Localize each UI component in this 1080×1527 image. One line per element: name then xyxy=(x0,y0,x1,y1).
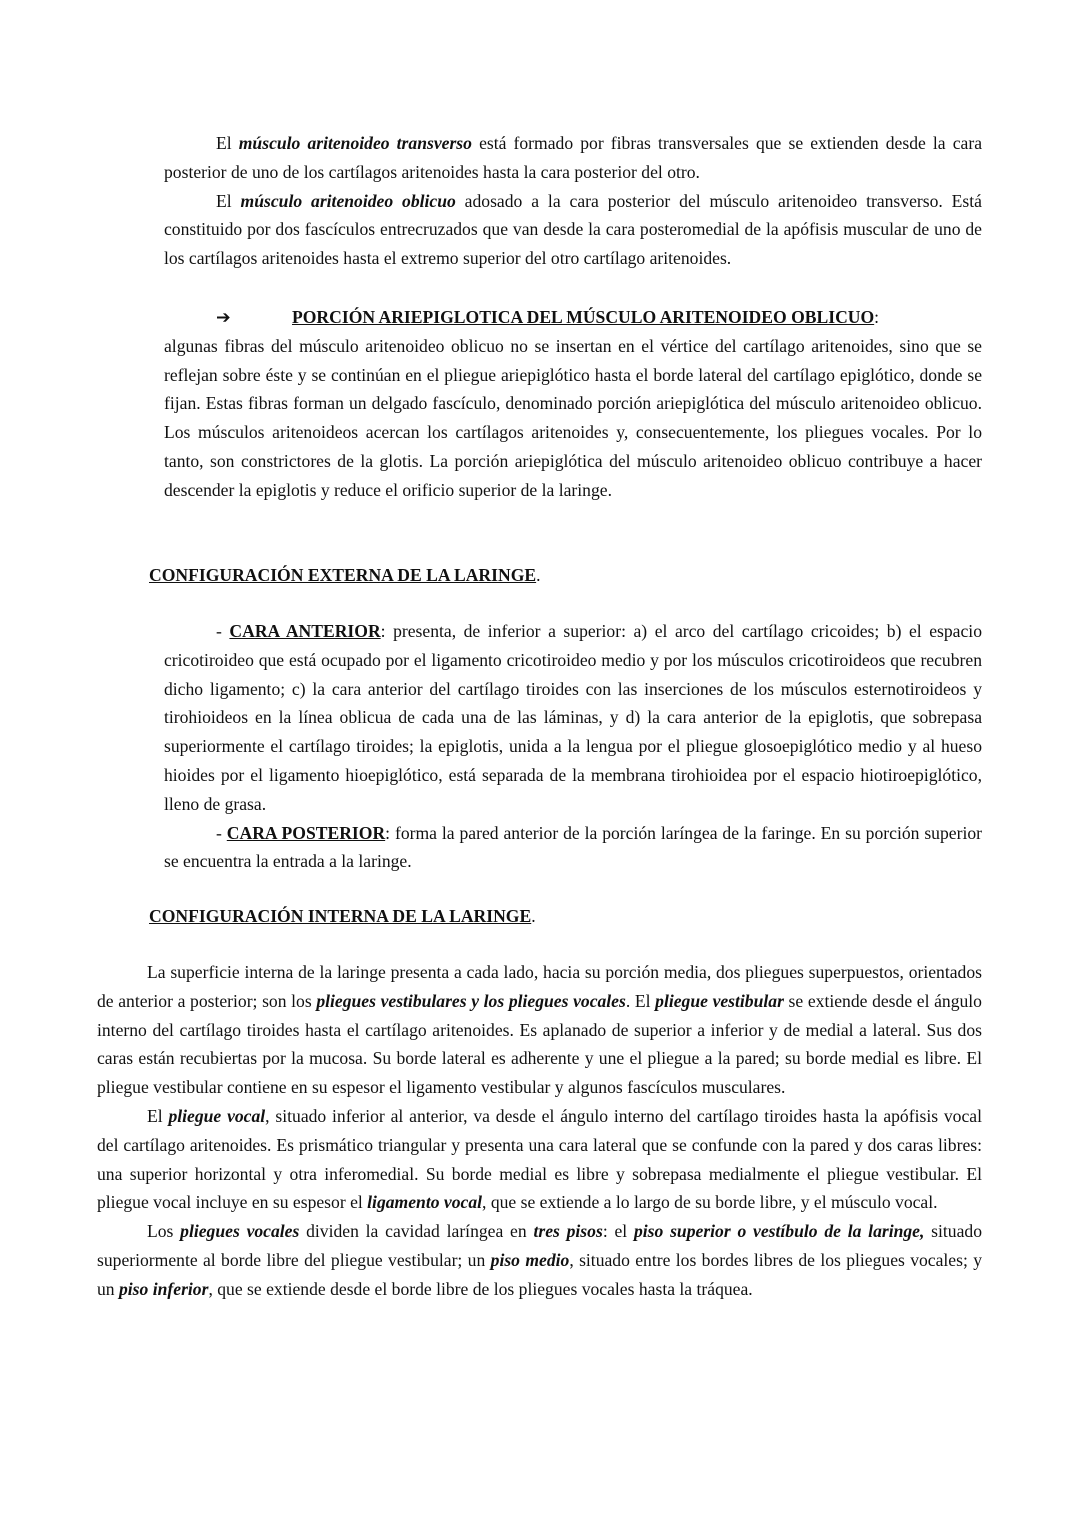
term-vocal-ligament: ligamento vocal xyxy=(367,1192,483,1213)
section-arytenoid-muscles xyxy=(164,129,982,273)
text: se extiende desde el ángulo interno del cartílago tiroides hasta el cartílago aritenoides. Es aplanado de superior a inferior y de medial a lateral. Sus dos caras están recubiertas por la mucosa. Su borde lateral es adherente y une el pliegue a la pared; su borde medial es libre. El pliegue vestibular contiene en su espesor el ligamento vestibular y algunos fascículos musculares. xyxy=(97,990,982,1098)
paragraph-vocal-fold xyxy=(97,1102,982,1217)
paragraph-vestibular-folds xyxy=(97,958,982,1102)
text: El xyxy=(147,1105,169,1126)
internal-config-heading-line xyxy=(149,902,982,931)
section-external-configuration xyxy=(164,617,982,876)
term-three-floors: tres pisos xyxy=(533,1221,603,1242)
text: está formado por fibras transversales que se extienden desde la cara posterior de uno de los cartílagos aritenoides hasta la cara posterior del otro. xyxy=(164,133,983,182)
text: El xyxy=(216,190,241,211)
paragraph-laryngeal-floors xyxy=(97,1217,982,1303)
term-vocal-folds: pliegues vocales xyxy=(180,1221,300,1242)
term-oblique-arytenoid: músculo aritenoideo oblicuo xyxy=(240,190,456,211)
aryepiglottic-heading: PORCIÓN ARIEPIGLOTICA DEL MÚSCULO ARITENOIDEO OBLICUO xyxy=(292,307,875,327)
heading-colon: : xyxy=(874,307,880,327)
heading-dot: . xyxy=(531,906,536,926)
term-vocal-fold: pliegue vocal xyxy=(168,1105,266,1126)
term-vestibular-fold: pliegue vestibular xyxy=(655,990,784,1011)
arrow-right-icon: ➔ xyxy=(216,307,231,327)
term-upper-floor: piso superior o vestíbulo de la laringe, xyxy=(633,1221,925,1242)
text: . El xyxy=(625,990,656,1011)
text: : el xyxy=(602,1221,634,1242)
dash: - xyxy=(216,621,230,641)
external-config-heading-line xyxy=(149,561,982,590)
term-middle-floor: piso medio xyxy=(490,1249,570,1270)
text: : forma la pared anterior de la porción laríngea de la faringe. En su porción superior se encuentra la entrada a la laringe. xyxy=(164,822,982,872)
paragraph-transverse-arytenoid xyxy=(164,129,982,187)
text: situado superiormente al borde libre del pliegue vestibular; un xyxy=(97,1221,983,1270)
heading-dot: . xyxy=(536,565,541,585)
section-aryepiglottic xyxy=(164,303,982,505)
text: El xyxy=(216,133,239,153)
text: , que se extiende desde el borde libre de los pliegues vocales hasta la tráquea. xyxy=(208,1278,753,1299)
paragraph-anterior-face xyxy=(164,617,982,819)
dash: - xyxy=(216,822,227,843)
term-folds: pliegues vestibulares y los pliegues vocales xyxy=(316,990,626,1011)
label-anterior-face: CARA ANTERIOR xyxy=(229,621,381,641)
text: : presenta, de inferior a superior: a) el arco del cartílago cricoides; b) el espacio cricotiroideo que está ocupado por el ligamento cricotiroideo medio y por los músculos cricotiroideos que recubren dicho ligamento; c) la cara anterior del cartílago tiroides con las inserciones de los músculos esternotiroideos y tirohioideos en la línea oblicua de cada una de las láminas, y d) la cara anterior de la epiglotis, que sobrepasa superiormente el cartílago tiroides; la epiglotis, unida a la lengua por el pliegue glosoepiglótico medio y al hueso hioides por el ligamento hioepiglótico, está separada de la membrana tirohioidea por el espacio hiotiroepiglótico, lleno de grasa. xyxy=(164,621,982,814)
section-internal-configuration xyxy=(97,958,982,1304)
paragraph-aryepiglottic: algunas fibras del músculo aritenoideo oblicuo no se insertan en el vértice del cartílago aritenoides, sino que se reflejan sobre éste y se continúan en el pliegue ariepiglótico hasta el borde lateral del cartílago epiglótico, donde se fijan. Estas fibras forman un delgado fascículo, denominado porción ariepiglótica del músculo aritenoideo oblicuo. Los músculos aritenoideos acercan los cartílagos aritenoides y, consecuentemente, los pliegues vocales. Por lo tanto, son constrictores de la glotis. La porción ariepiglótica del músculo aritenoideo oblicuo contribuye a hacer descender la epiglotis y reduce el orificio superior de la laringe. xyxy=(164,335,982,500)
aryepiglottic-heading-line xyxy=(164,303,982,332)
text: Los xyxy=(147,1221,181,1242)
text: , que se extiende a lo largo de su borde libre, y el músculo vocal. xyxy=(482,1192,938,1213)
paragraph-posterior-face xyxy=(164,819,982,877)
text: , situado inferior al anterior, va desde el ángulo interno del cartílago tiroides hasta la apófisis vocal del cartílago aritenoides. Es prismático triangular y presenta una cara lateral que se confunde con la pared y dos caras libres: una superior horizontal y otra inferomedial. Su borde medial es libre y sobrepasa medialmente el pliegue vestibular. El pliegue vocal incluye en su espesor el xyxy=(97,1105,982,1213)
label-posterior-face: CARA POSTERIOR xyxy=(226,822,386,843)
text: La superficie interna de la laringe presenta a cada lado, hacia su porción media, dos pliegues superpuestos, orientados de anterior a posterior; son los xyxy=(97,962,982,1011)
text: , situado entre los bordes libres de los pliegues vocales; y un xyxy=(97,1249,983,1299)
text: adosado a la cara posterior del músculo aritenoideo transverso. Está constituido por dos fascículos entrecruzados que van desde la cara posteromedial de la apófisis muscular de uno de los cartílagos aritenoides hasta el extremo superior del otro cartílago aritenoides. xyxy=(164,190,982,269)
paragraph-oblique-arytenoid xyxy=(164,187,982,273)
heading-external-configuration: CONFIGURACIÓN EXTERNA DE LA LARINGE xyxy=(149,565,537,585)
term-lower-floor: piso inferior xyxy=(119,1278,209,1299)
term-transverse-arytenoid: músculo aritenoideo transverso xyxy=(238,133,472,153)
heading-internal-configuration: CONFIGURACIÓN INTERNA DE LA LARINGE xyxy=(149,906,532,926)
text: dividen la cavidad laríngea en xyxy=(299,1221,534,1242)
